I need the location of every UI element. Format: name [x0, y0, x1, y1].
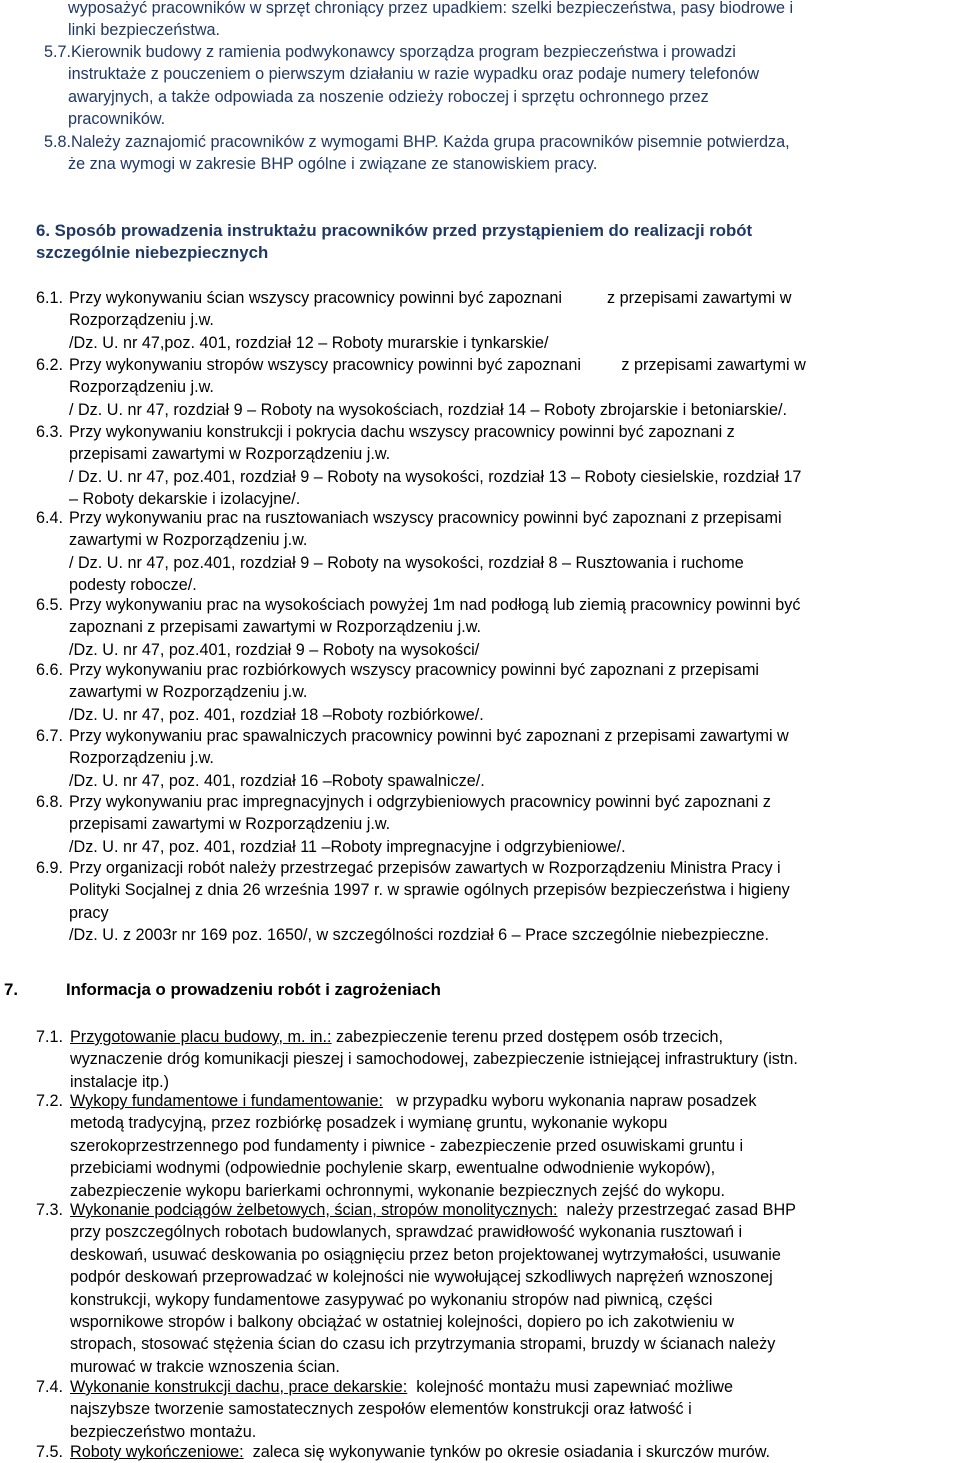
item-number: 7.3.	[36, 1201, 64, 1219]
item-line: Przy organizacji robót należy przestrzegać przepisów zawartych w Rozporządzeniu Ministra Pracy i	[69, 859, 781, 877]
item-first-line	[70, 1026, 956, 1048]
item-line: podesty robocze/.	[69, 576, 197, 595]
item-text: kolejność montażu musi zapewniać możliwe	[407, 1378, 733, 1396]
item-line: przepisami zawartymi w Rozporządzeniu j.w.	[69, 815, 391, 834]
section-6-heading	[36, 220, 956, 265]
item-title: Wykopy fundamentowe i fundamentowanie:	[70, 1092, 383, 1110]
item-line: Rozporządzeniu j.w.	[69, 749, 214, 768]
item-line: Przy wykonywaniu konstrukcji i pokrycia dachu wszyscy pracownicy powinni być zapoznani z	[69, 423, 735, 441]
item-text: zaleca się wykonywanie tynków po okresie osiadania i skurczów murów.	[243, 1443, 770, 1461]
item-line: deskowań, usuwać deskowania po osiągnięciu przez beton projektowanej wytrzymałości, usuwanie	[70, 1245, 781, 1264]
item-line: zawartymi w Rozporządzeniu j.w.	[69, 531, 308, 550]
item-line: najszybsze tworzenie samostatecznych zespołów elementów konstrukcji oraz łatwość i	[70, 1400, 692, 1419]
item-line: przy poszczególnych robotach budowlanych, sprawdzać prawidłowość wykonania rusztowań i	[70, 1223, 743, 1242]
text-line: że zna wymogi w zakresie BHP ogólne i związane ze stanowiskiem pracy.	[68, 155, 598, 174]
item-line: podpór deskowań przeprowadzać w kolejności nie wywołującej szkodliwych naprężeń wznoszonej	[70, 1268, 773, 1287]
heading-number: 7.	[4, 980, 18, 999]
item-title: Roboty wykończeniowe:	[70, 1443, 244, 1461]
item-number: 6.3.	[36, 423, 64, 441]
item-line: /Dz. U. nr 47,poz. 401, rozdział 12 – Roboty murarskie i tynkarskie/	[69, 333, 549, 352]
item-line: zapoznani z przepisami zawartymi w Rozporządzeniu j.w.	[69, 618, 482, 637]
item-line: murować w trakcie wznoszenia ścian.	[70, 1357, 340, 1376]
item-text: zabezpieczenie terenu przed dostępem osób trzecich,	[331, 1028, 723, 1046]
item-line: /Dz. U. nr 47, poz.401, rozdział 9 – Roboty na wysokości/	[69, 640, 480, 659]
item-number: 7.2.	[36, 1092, 64, 1110]
item-first-line	[70, 1199, 956, 1221]
item-number: 7.5.	[36, 1443, 64, 1461]
paragraph-5-8	[44, 131, 956, 176]
text-line: 5.8.Należy zaznajomić pracowników z wymogami BHP. Każda grupa pracowników pisemnie potwierdza,	[44, 133, 790, 151]
text-line: wyposażyć pracowników w sprzęt chroniący przez upadkiem: szelki bezpieczeństwa, pasy biodrowe i	[68, 0, 794, 17]
item-line: Polityki Socjalnej z dnia 26 września 1997 r. w sprawie ogólnych przepisów bezpieczeństwa i higieny	[69, 881, 790, 900]
item-title: Wykonanie konstrukcji dachu, prace dekarskie:	[70, 1378, 408, 1396]
item-line: Przy wykonywaniu ścian wszyscy pracownicy powinni być zapoznani z przepisami zawartymi w	[69, 289, 792, 307]
item-first-line	[70, 1376, 956, 1398]
item-line: / Dz. U. nr 47, poz.401, rozdział 9 – Roboty na wysokości, rozdział 8 – Rusztowania i ruchome	[69, 553, 744, 572]
item-title: Wykonanie podciągów żelbetowych, ścian, stropów monolitycznych:	[70, 1201, 558, 1219]
item-line: /Dz. U. nr 47, poz. 401, rozdział 18 –Roboty rozbiórkowe/.	[69, 705, 484, 724]
item-number: 6.6.	[36, 661, 64, 679]
item-number: 7.4.	[36, 1378, 64, 1396]
text-line: linki bezpieczeństwa.	[68, 21, 221, 40]
item-title: Przygotowanie placu budowy, m. in.:	[70, 1028, 332, 1046]
item-line: Rozporządzeniu j.w.	[69, 311, 214, 330]
item-number: 6.5.	[36, 596, 64, 614]
item-number: 6.9.	[36, 859, 64, 877]
item-line: /Dz. U. z 2003r nr 169 poz. 1650/, w szczególności rozdział 6 – Prace szczególnie niebezpieczne.	[69, 926, 770, 945]
item-line: stropach, stosować stężenia ścian do czasu ich przytrzymania stropami, bruzdy w ścianach należy	[70, 1335, 776, 1354]
item-line: – Roboty dekarskie i izolacyjne/.	[69, 490, 301, 509]
item-first-line	[70, 1090, 956, 1112]
text-line: pracowników.	[68, 110, 166, 129]
heading-text: Informacja o prowadzeniu robót i zagrożeniach	[66, 980, 441, 999]
item-first-line	[70, 1441, 956, 1463]
section-5-continuation	[68, 0, 956, 42]
item-text: w przypadku wyboru wykonania napraw posadzek	[383, 1092, 757, 1110]
item-text: należy przestrzegać zasad BHP	[557, 1201, 796, 1219]
item-line: /Dz. U. nr 47, poz. 401, rozdział 11 –Roboty impregnacyjne i odgrzybieniowe/.	[69, 837, 626, 856]
item-number: 6.1.	[36, 289, 64, 307]
item-line: Przy wykonywaniu prac impregnacyjnych i odgrzybieniowych pracownicy powinni być zapoznani z	[69, 793, 771, 811]
item-line: pracy	[69, 903, 109, 922]
item-line: przepisami zawartymi w Rozporządzeniu j.w.	[69, 445, 391, 464]
item-line: konstrukcji, wykopy fundamentowe zasypywać po wykonaniu stropów nad piwnicą, części	[70, 1290, 713, 1309]
item-number: 6.4.	[36, 509, 64, 527]
item-line: Przy wykonywaniu prac na wysokościach powyżej 1m nad podłogą lub ziemią pracownicy powinni być	[69, 596, 801, 614]
item-line: przebiciami wodnymi (odpowiednie pochylenie skarp, ewentualne odwodnienie wykopów),	[70, 1159, 716, 1178]
item-line: zawartymi w Rozporządzeniu j.w.	[69, 683, 308, 702]
item-line: Przy wykonywaniu stropów wszyscy pracownicy powinni być zapoznani z przepisami zawartymi w	[69, 356, 806, 374]
text-line: 5.7.Kierownik budowy z ramienia podwykonawcy sporządza program bezpieczeństwa i prowadzi	[44, 43, 736, 61]
item-line: / Dz. U. nr 47, poz.401, rozdział 9 – Roboty na wysokości, rozdział 13 – Roboty ciesielskie, rozdział 17	[69, 467, 802, 486]
item-line: metodą tradycyjną, przez rozbiórkę posadzek i wymianę gruntu, wykonanie wykopu	[70, 1114, 668, 1133]
item-line: instalacje itp.)	[70, 1072, 169, 1091]
item-number: 7.1.	[36, 1028, 64, 1046]
item-number: 6.2.	[36, 356, 64, 374]
item-line: Przy wykonywaniu prac na rusztowaniach wszyscy pracownicy powinni być zapoznani z przepisami	[69, 509, 782, 527]
item-line: Rozporządzeniu j.w.	[69, 378, 214, 397]
paragraph-5-7	[44, 41, 956, 131]
heading-line: szczególnie niebezpiecznych	[36, 243, 269, 263]
item-number: 6.8.	[36, 793, 64, 811]
item-line: /Dz. U. nr 47, poz. 401, rozdział 16 –Roboty spawalnicze/.	[69, 771, 485, 790]
item-line: wspornikowe stropów i balkony obciążać w ostatniej kolejności, dopiero po ich zakotwieniu w	[70, 1313, 735, 1332]
heading-line: 6. Sposób prowadzenia instruktażu pracowników przed przystąpieniem do realizacji robót	[36, 221, 753, 240]
section-7-heading	[4, 979, 441, 1001]
item-line: szerokoprzestrzennego pod fundamenty i piwnice - zabezpieczenie przed osuwiskami gruntu i	[70, 1136, 744, 1155]
text-line: awaryjnych, a także odpowiada za noszenie odzieży roboczej i sprzętu ochronnego przez	[68, 87, 709, 106]
item-number: 6.7.	[36, 727, 64, 745]
item-line: Przy wykonywaniu prac spawalniczych pracownicy powinni być zapoznani z przepisami zawartymi w	[69, 727, 789, 745]
item-line: bezpieczeństwo montażu.	[70, 1422, 257, 1441]
item-line: / Dz. U. nr 47, rozdział 9 – Roboty na wysokościach, rozdział 14 – Roboty zbrojarskie i betoniarskie/.	[69, 400, 787, 419]
item-line: wyznaczenie dróg komunikacji pieszej i samochodowej, zabezpieczenie istniejącej infrastruktury (istn.	[70, 1050, 798, 1069]
text-line: instruktaże z pouczeniem o pierwszym działaniu w razie wypadku oraz podaje numery telefonów	[68, 65, 760, 84]
item-line: zabezpieczenie wykopu barierkami ochronnymi, wykonanie bezpiecznych zejść do wykopu.	[70, 1181, 726, 1200]
item-line: Przy wykonywaniu prac rozbiórkowych wszyscy pracownicy powinni być zapoznani z przepisami	[69, 661, 760, 679]
